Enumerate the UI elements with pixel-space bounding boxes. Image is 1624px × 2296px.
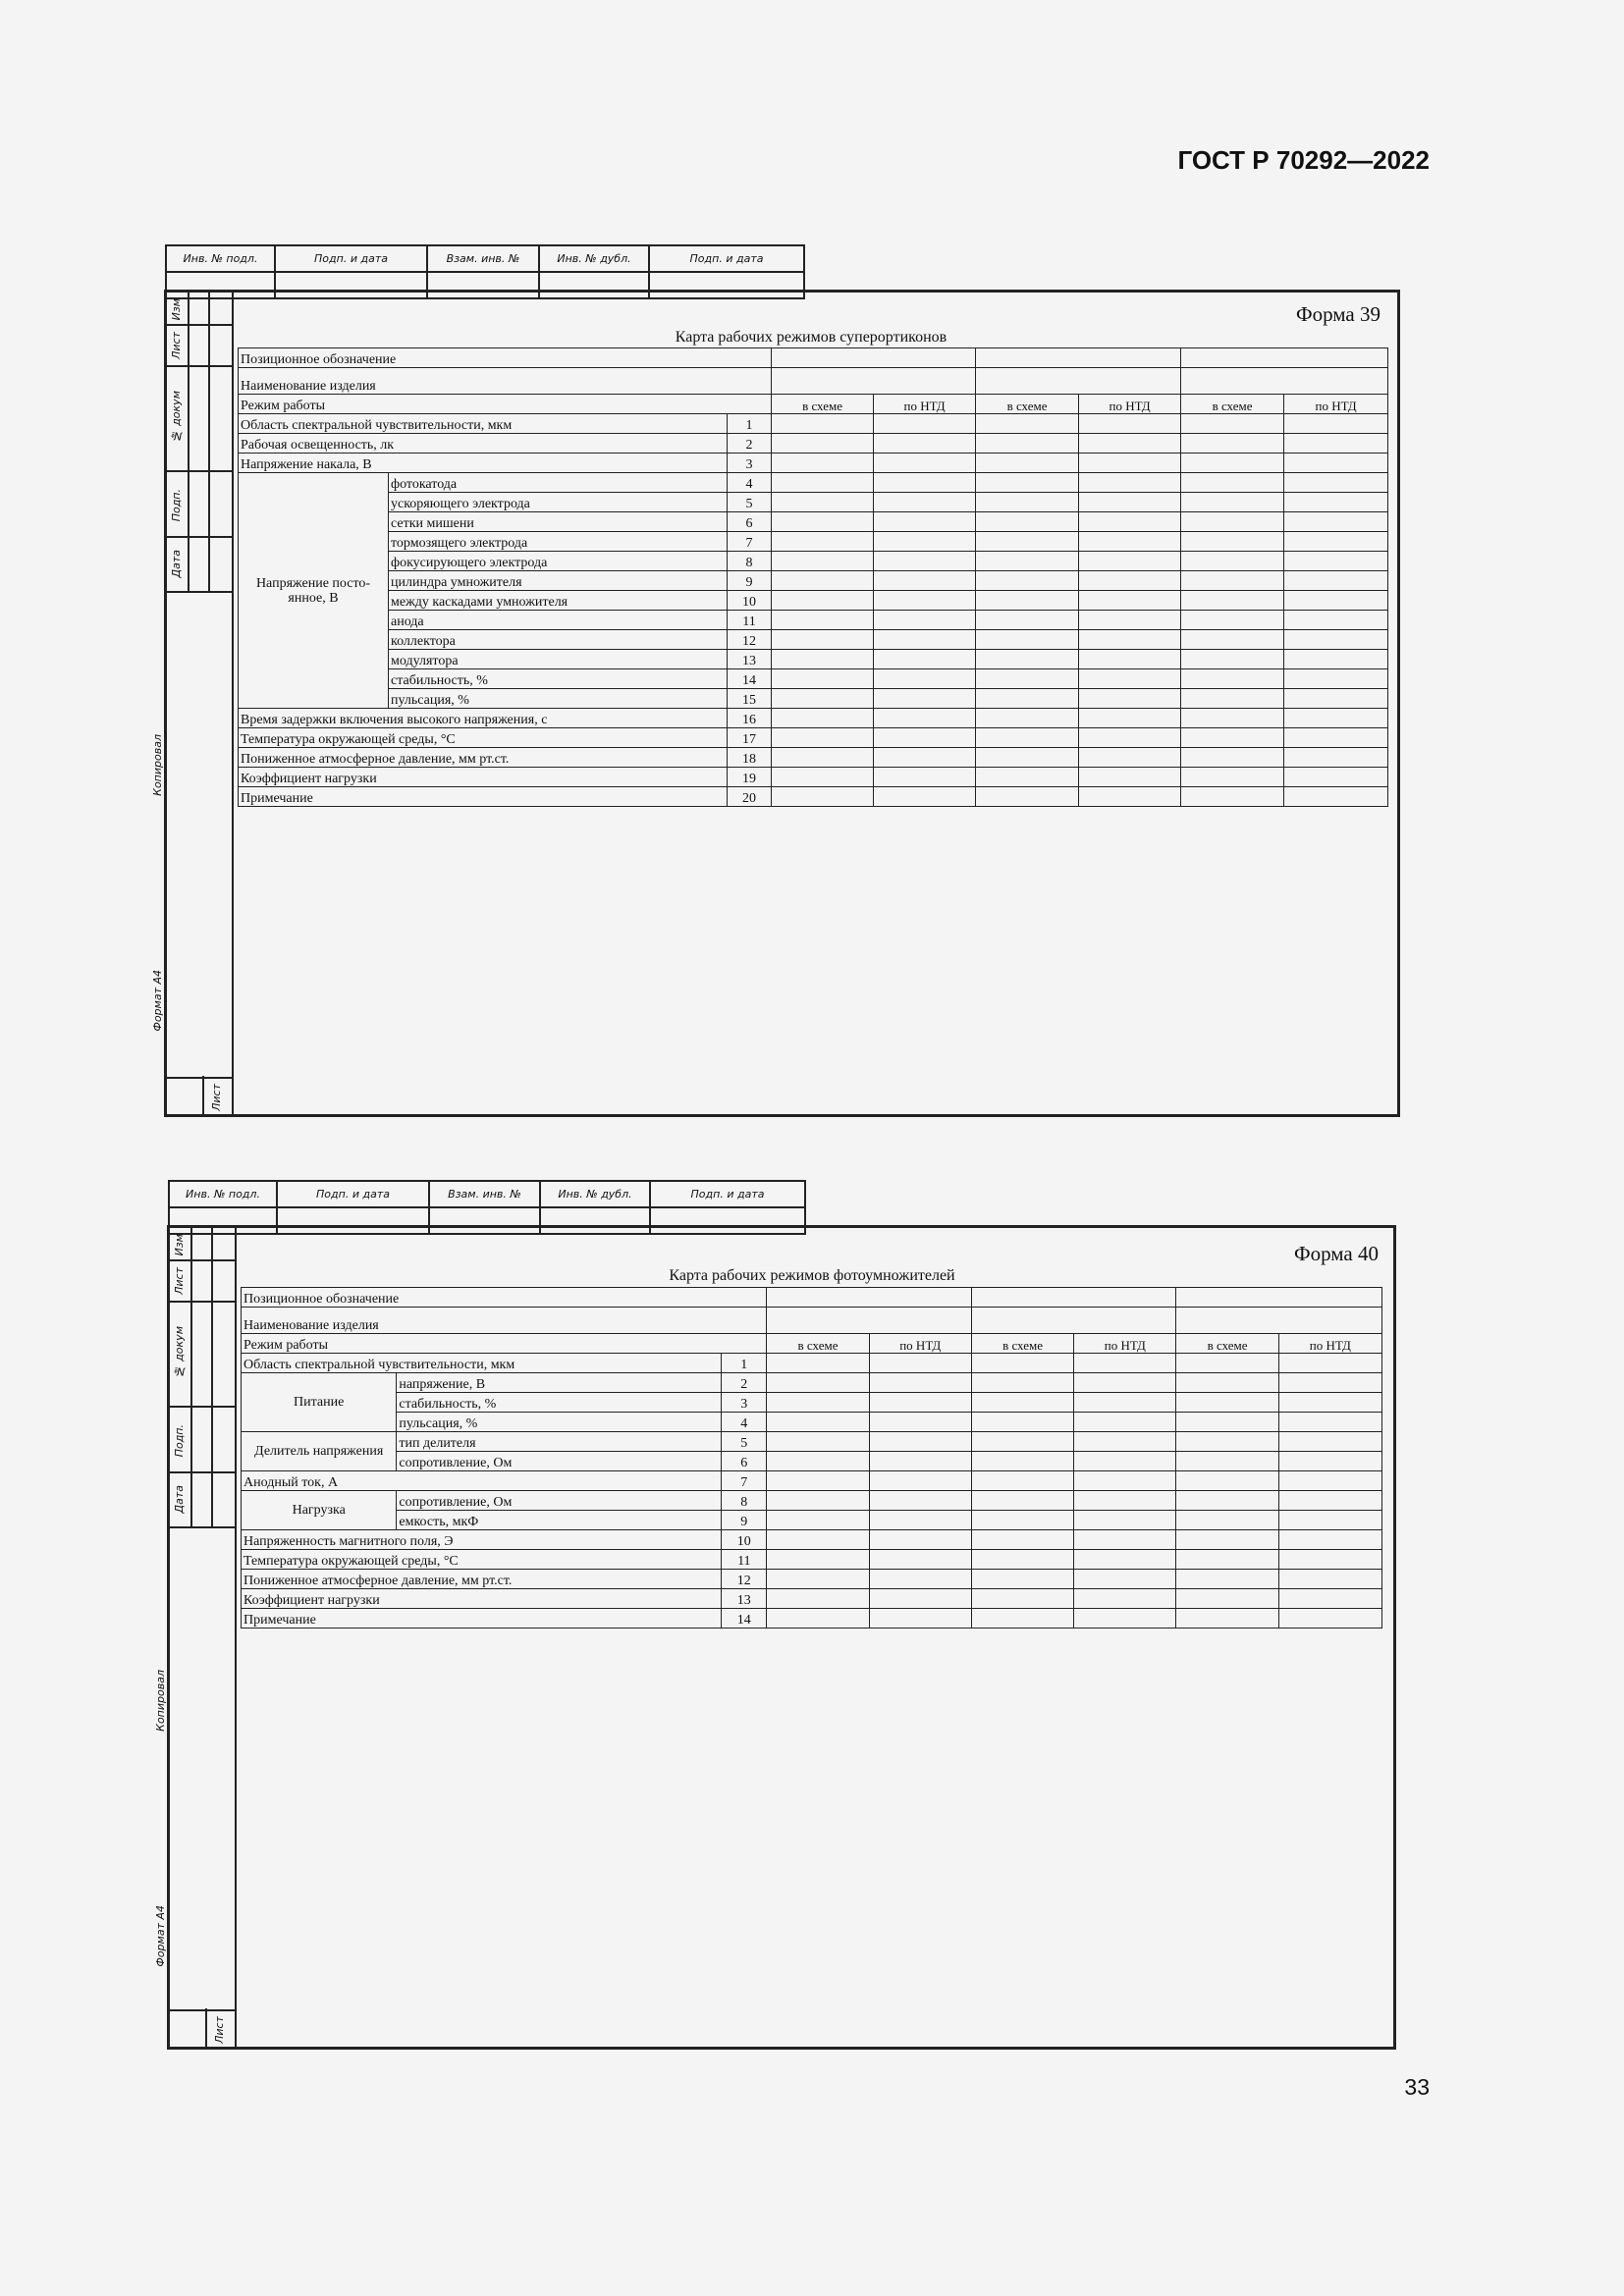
table-row: Напряжение накала, В 3 xyxy=(239,454,1388,473)
stamp-left-label: Лист xyxy=(170,332,183,359)
col-header: по НТД xyxy=(1284,395,1388,414)
table-row: Время задержки включения высокого напряжения, с 16 xyxy=(239,709,1388,728)
table-row: пульсация, % 15 xyxy=(239,689,1388,709)
stamp-left-label: Изм xyxy=(173,1234,186,1256)
row-label: Режим работы xyxy=(239,395,772,414)
table-row: Нагрузка сопротивление, Ом 8 xyxy=(242,1491,1382,1511)
col-header: по НТД xyxy=(869,1334,971,1354)
stamp-label: Инв. № дубл. xyxy=(539,245,649,272)
col-header: по НТД xyxy=(1074,1334,1176,1354)
table-row: Пониженное атмосферное давление, мм рт.ст. 18 xyxy=(239,748,1388,768)
stamp-label: Взам. инв. № xyxy=(427,245,539,272)
table-row: Пониженное атмосферное давление, мм рт.ст. 12 xyxy=(242,1570,1382,1589)
form-39-label: Форма 39 xyxy=(1296,302,1380,326)
table-row: Коэффициент нагрузки 13 xyxy=(242,1589,1382,1609)
table-row: коллектора 12 xyxy=(239,630,1388,650)
group-label: Питание xyxy=(242,1373,397,1432)
form-40-table xyxy=(241,1287,1382,1629)
stamp-left-label: № докум xyxy=(173,1326,186,1378)
table-row: Коэффициент нагрузки 19 xyxy=(239,768,1388,787)
col-header: в схеме xyxy=(772,395,874,414)
page-number: 33 xyxy=(1404,2074,1430,2100)
left-stamp-column xyxy=(151,293,234,1114)
stamp-label: Подп. и дата xyxy=(649,245,804,272)
form-40-label: Форма 40 xyxy=(1294,1242,1379,1265)
group-label: Нагрузка xyxy=(242,1491,397,1530)
table-row: Напряжение посто-янное, В фотокатода 4 xyxy=(239,473,1388,493)
col-header: в схеме xyxy=(976,395,1079,414)
stamp-left-label: Подп. xyxy=(170,489,183,522)
stamp-left-label: Лист xyxy=(173,1267,186,1295)
table-row: Температура окружающей среды, °С 11 xyxy=(242,1550,1382,1570)
table-row: Область спектральной чувствительности, мкм 1 xyxy=(239,414,1388,434)
stamp-left-label: Дата xyxy=(170,550,183,578)
table-row: сетки мишени 6 xyxy=(239,512,1388,532)
side-copy-label: Копировал xyxy=(154,1670,167,1732)
col-header: по НТД xyxy=(874,395,976,414)
table-row: Делитель напряжения тип делителя 5 xyxy=(242,1432,1382,1452)
stamp-label: Инв. № дубл. xyxy=(540,1181,650,1207)
row-label: Режим работы xyxy=(242,1334,767,1354)
form-39-frame xyxy=(151,290,1400,1117)
side-sheet-label: Лист xyxy=(210,1084,223,1111)
stamp-label: Инв. № подл. xyxy=(166,245,275,272)
form-39-table xyxy=(238,347,1388,807)
table-row: Питание напряжение, В 2 xyxy=(242,1373,1382,1393)
table-row: Анодный ток, А 7 xyxy=(242,1471,1382,1491)
table-row: цилиндра умножителя 9 xyxy=(239,571,1388,591)
table-row: Примечание 20 xyxy=(239,787,1388,807)
stamp-label: Подп. и дата xyxy=(275,245,427,272)
table-row: Область спектральной чувствительности, мкм 1 xyxy=(242,1354,1382,1373)
group-label: Делитель напряжения xyxy=(242,1432,397,1471)
table-row: емкость, мкФ 9 xyxy=(242,1511,1382,1530)
col-header: в схеме xyxy=(1176,1334,1278,1354)
col-header: в схеме xyxy=(767,1334,869,1354)
col-header: в схеме xyxy=(971,1334,1073,1354)
document-code: ГОСТ Р 70292—2022 xyxy=(1177,145,1430,175)
table-row: фокусирующего электрода 8 xyxy=(239,552,1388,571)
stamp-left-label: Подп. xyxy=(173,1424,186,1458)
stamp-label: Инв. № подл. xyxy=(169,1181,277,1207)
side-sheet-label: Лист xyxy=(213,2016,226,2044)
form-40-title: Карта рабочих режимов фотоумножителей xyxy=(669,1267,955,1284)
stamp-label: Взам. инв. № xyxy=(429,1181,540,1207)
table-row: анода 11 xyxy=(239,611,1388,630)
col-header: по НТД xyxy=(1079,395,1181,414)
left-stamp-column xyxy=(154,1228,237,2047)
row-label: Наименование изделия xyxy=(242,1308,767,1334)
row-label: Позиционное обозначение xyxy=(239,348,772,368)
table-row: модулятора 13 xyxy=(239,650,1388,669)
stamp-left-label: Дата xyxy=(173,1485,186,1514)
side-copy-label: Копировал xyxy=(151,734,164,796)
row-label: Позиционное обозначение xyxy=(242,1288,767,1308)
stamp-left-label: Изм xyxy=(170,298,183,321)
table-row: стабильность, % 3 xyxy=(242,1393,1382,1413)
table-row: ускоряющего электрода 5 xyxy=(239,493,1388,512)
table-row: стабильность, % 14 xyxy=(239,669,1388,689)
col-header: по НТД xyxy=(1278,1334,1381,1354)
side-format-label: Формат А4 xyxy=(151,970,164,1032)
group-label: Напряжение посто-янное, В xyxy=(239,473,389,709)
table-row: тормозящего электрода 7 xyxy=(239,532,1388,552)
side-format-label: Формат А4 xyxy=(154,1905,167,1967)
form-39-title: Карта рабочих режимов суперортиконов xyxy=(675,329,947,346)
stamp-label: Подп. и дата xyxy=(277,1181,429,1207)
table-row: пульсация, % 4 xyxy=(242,1413,1382,1432)
row-label: Наименование изделия xyxy=(239,368,772,395)
table-row: между каскадами умножителя 10 xyxy=(239,591,1388,611)
stamp-label: Подп. и дата xyxy=(650,1181,805,1207)
stamp-left-label: № докум xyxy=(170,391,183,443)
table-row: Напряженность магнитного поля, Э 10 xyxy=(242,1530,1382,1550)
form-40-frame xyxy=(154,1225,1396,2050)
table-row: Температура окружающей среды, °С 17 xyxy=(239,728,1388,748)
table-row: Рабочая освещенность, лк 2 xyxy=(239,434,1388,454)
table-row: Примечание 14 xyxy=(242,1609,1382,1629)
table-row: сопротивление, Ом 6 xyxy=(242,1452,1382,1471)
col-header: в схеме xyxy=(1181,395,1284,414)
